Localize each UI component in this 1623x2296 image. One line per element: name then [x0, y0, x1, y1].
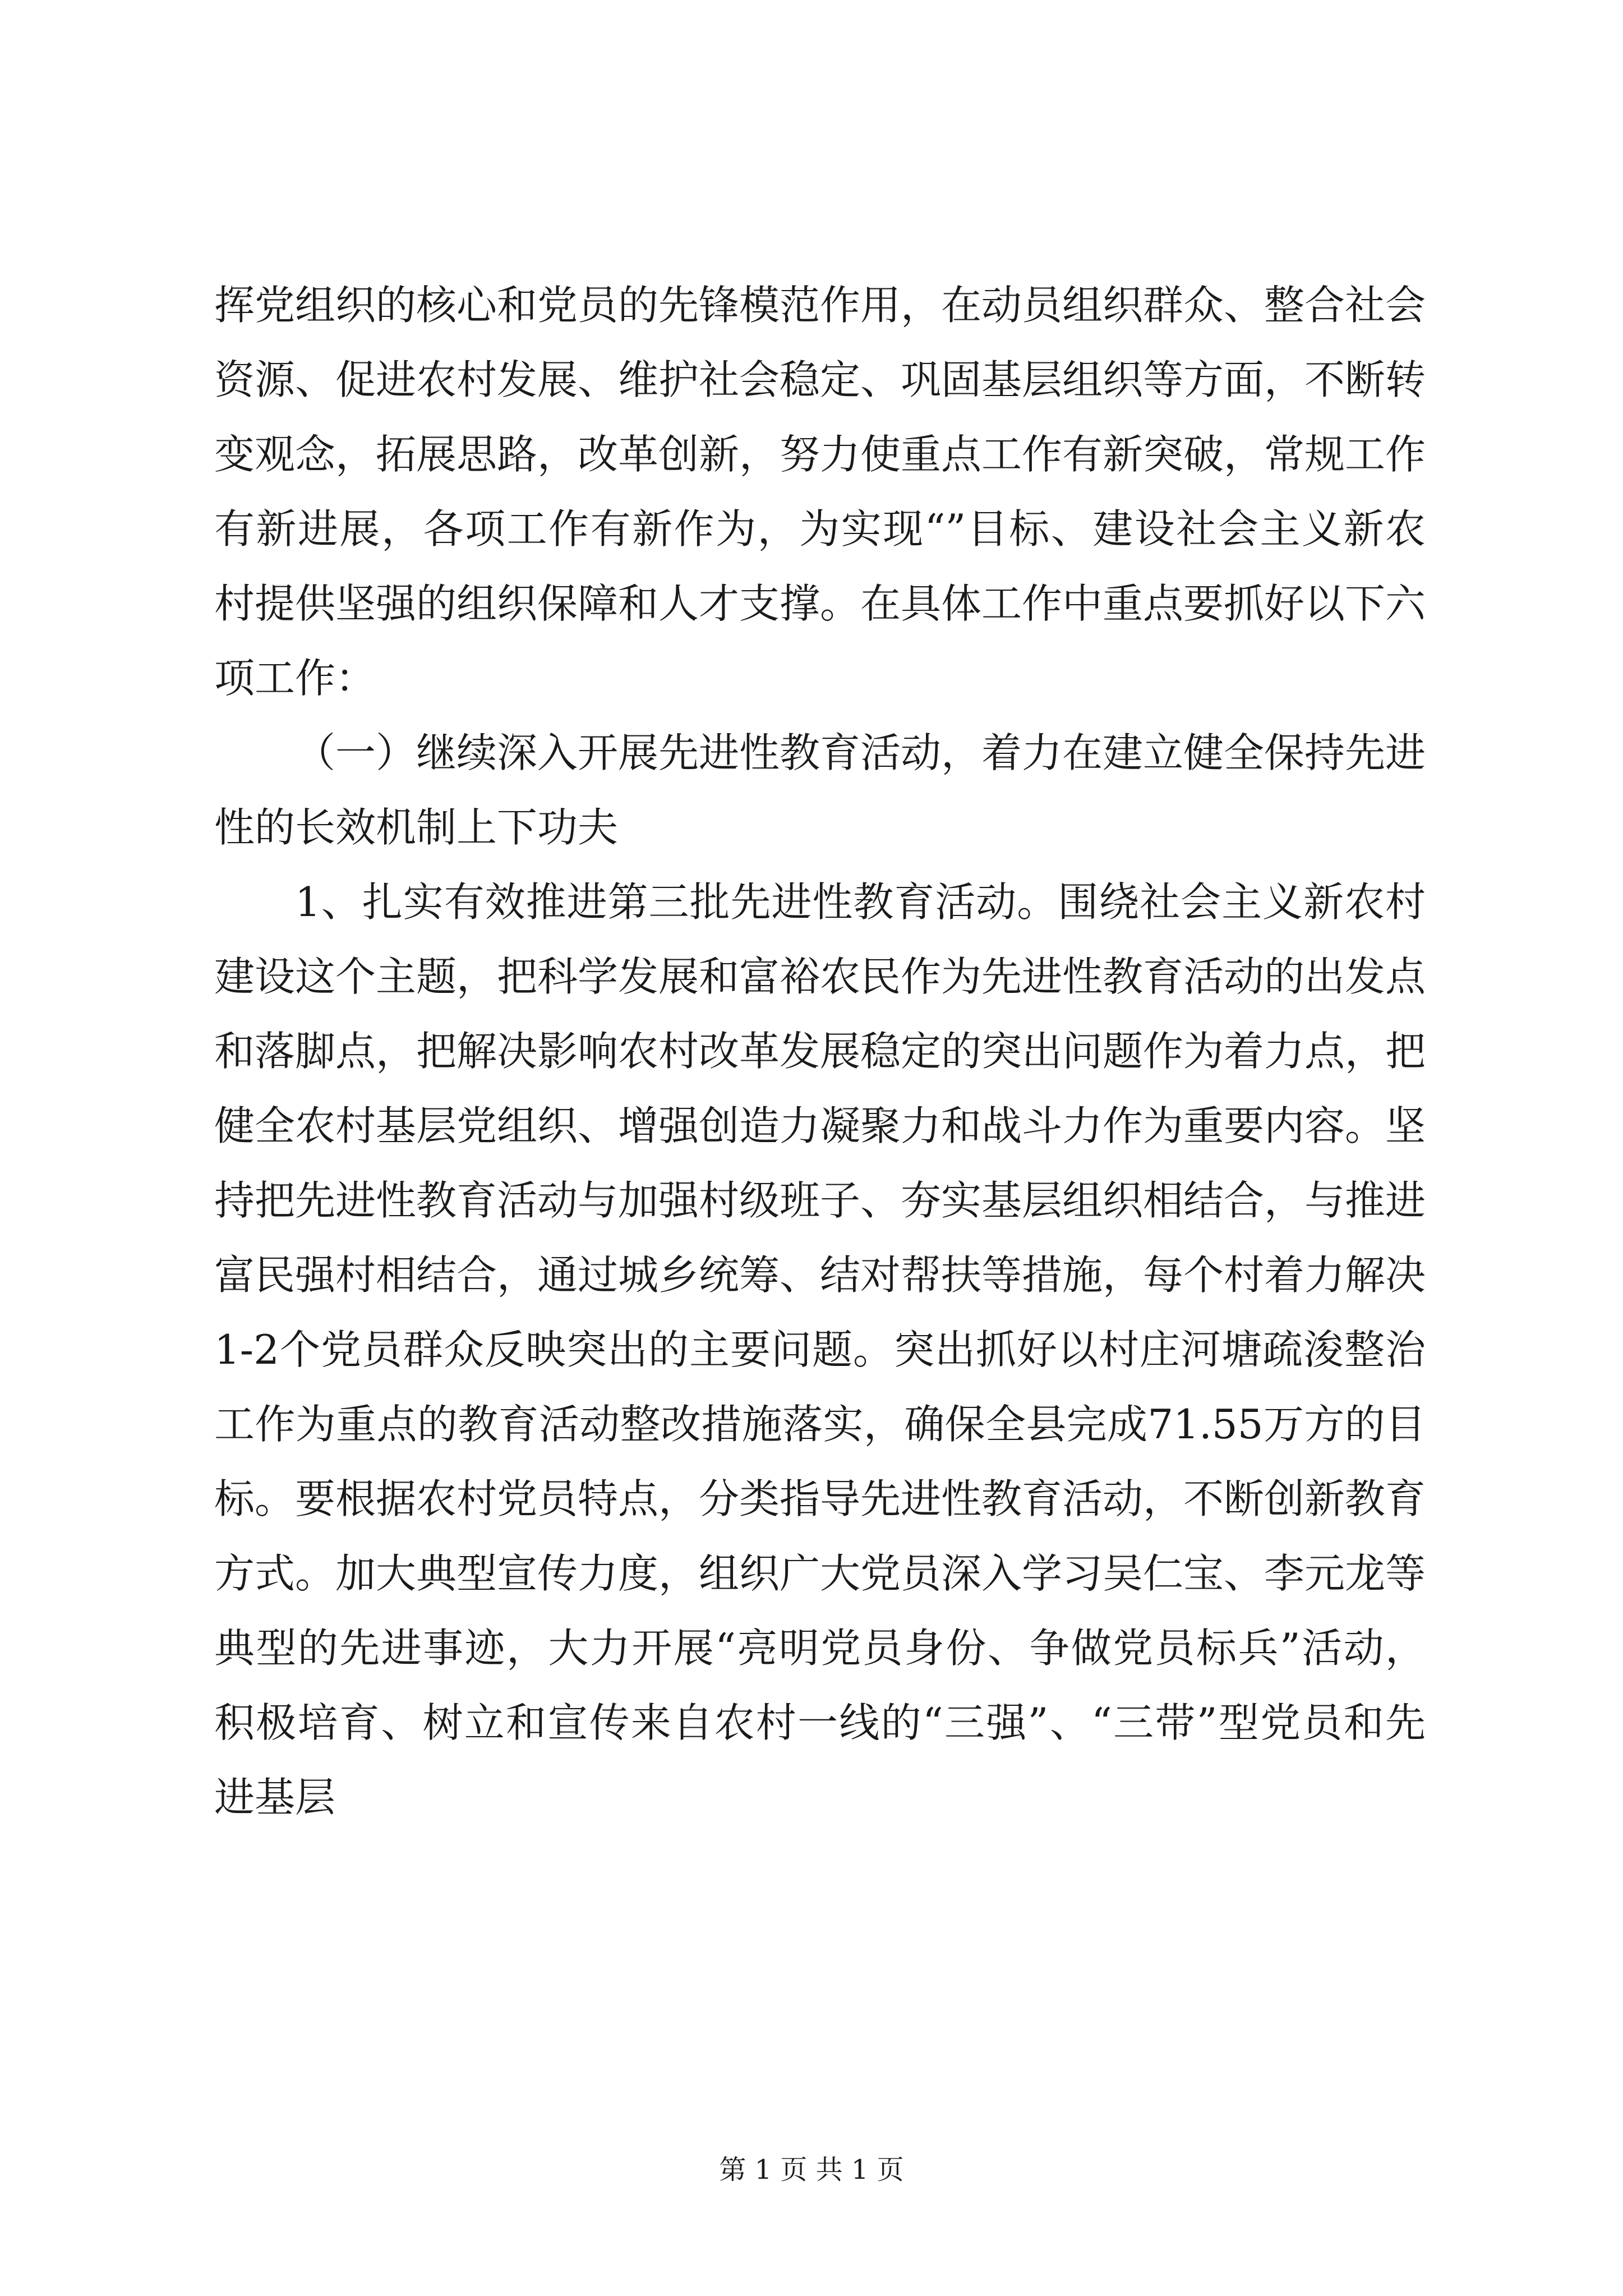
paragraph-continuation: 挥党组织的核心和党员的先锋模范作用，在动员组织群众、整合社会资源、促进农村发展、维护社会稳定、巩固基层组织等方面，不断转变观念，拓展思路，改革创新，努力使重点工作有新突破，常规工作有新进展，各项工作有新作为，为实现“”目标、建设社会主义新农村提供坚强的组织保障和人才支撑。在具体工作中重点要抓好以下六项工作： [214, 282, 1426, 702]
page-number-footer: 第 1 页 共 1 页 [719, 2154, 904, 2185]
section-heading: （一）继续深入开展先进性教育活动，着力在建立健全保持先进性的长效机制上下功夫 [214, 729, 1426, 851]
document-body [214, 268, 1426, 1835]
paragraph-item-1: 1、扎实有效推进第三批先进性教育活动。围绕社会主义新农村建设这个主题，把科学发展和富裕农民作为先进性教育活动的出发点和落脚点，把解决影响农村改革发展稳定的突出问题作为着力点，把健全农村基层党组织、增强创造力凝聚力和战斗力作为重要内容。坚持把先进性教育活动与加强村级班子、夯实基层组织相结合，与推进富民强村相结合，通过城乡统筹、结对帮扶等措施，每个村着力解决1-2个党员群众反映突出的主要问题。突出抓好以村庄河塘疏浚整治工作为重点的教育活动整改措施落实，确保全县完成71.55万方的目标。要根据农村党员特点，分类指导先进性教育活动，不断创新教育方式。加大典型宣传力度，组织广大党员深入学习吴仁宝、李元龙等典型的先进事迹，大力开展“亮明党员身份、争做党员标兵”活动，积极培育、树立和宣传来自农村一线的“三强”、“三带”型党员和先进基层 [214, 878, 1426, 1821]
